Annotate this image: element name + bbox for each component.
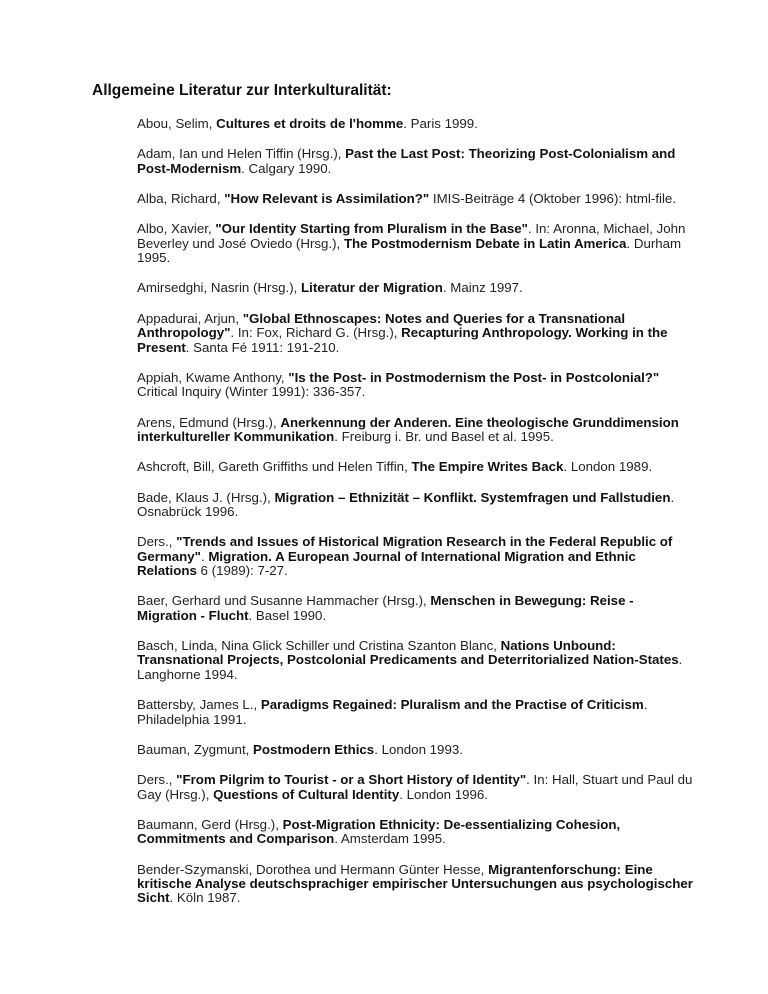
entry-text: Bade, Klaus J. (Hrsg.), — [137, 489, 275, 505]
entry-title: Nations Unbound: Transnational Projects, Postcolonial Predicaments and Deterritorialized Nation-States — [137, 638, 679, 668]
entry-text: . London 1993. — [374, 741, 463, 757]
entry-text: . Osnabrück 1996. — [137, 489, 675, 519]
entry-text: Bauman, Zygmunt, — [137, 741, 254, 757]
entry-text: . — [200, 548, 209, 564]
entry-text: . Durham 1995. — [137, 235, 682, 266]
entry-title: "Trends and Issues of Historical Migration Research in the Federal Republic of Germany" — [137, 534, 673, 564]
entry-title: The Empire Writes Back — [411, 459, 564, 475]
bibliography-entry — [137, 863, 697, 906]
entry-text: Ders., — [137, 772, 177, 788]
bibliography-entry — [137, 698, 697, 727]
entry-text: Abou, Selim, — [137, 116, 217, 131]
entry-text: Basch, Linda, Nina Glick Schiller und Cristina Szanton Blanc, — [137, 638, 501, 654]
bibliography-entry — [137, 491, 697, 520]
bibliography-entry — [137, 117, 697, 131]
entry-title: Questions of Cultural Identity — [213, 786, 400, 802]
entry-text: . Basel 1990. — [248, 607, 327, 623]
entry-text: . In: Hall, Stuart und Paul du Gay (Hrsg.), — [137, 772, 693, 802]
bibliography-entry — [137, 312, 697, 355]
bibliography-list — [137, 117, 697, 922]
entry-text: . Santa Fé 1911: 191-210. — [185, 339, 340, 355]
entry-title: Migration. A European Journal of International Migration and Ethnic Relations — [137, 548, 636, 579]
entry-text: . In: Aronna, Michael, John Beverley und José Oviedo (Hrsg.), — [137, 221, 686, 251]
entry-text: . London 1996. — [399, 786, 488, 802]
bibliography-entry — [137, 535, 697, 578]
entry-title: Literatur der Migration — [301, 280, 443, 296]
bibliography-entry — [137, 222, 697, 265]
bibliography-entry — [137, 743, 697, 757]
entry-text: Amirsedghi, Nasrin (Hrsg.), — [137, 280, 302, 296]
entry-title: Menschen in Bewegung: Reise - Migration - Flucht — [137, 593, 634, 623]
entry-text: . Köln 1987. — [169, 890, 241, 906]
entry-text: 6 (1989): 7-27. — [196, 563, 288, 579]
entry-text: Appiah, Kwame Anthony, — [137, 369, 289, 385]
bibliography-entry — [137, 416, 697, 445]
entry-text: Critical Inquiry (Winter 1991): 336-357. — [137, 384, 366, 400]
entry-text: Bender-Szymanski, Dorothea und Hermann Günter Hesse, — [137, 861, 489, 877]
entry-text: IMIS-Beiträge 4 (Oktober 1996): html-file. — [429, 191, 677, 206]
entry-text: Ders., — [137, 534, 177, 550]
entry-title: "Is the Post- in Postmodernism the Post- in Postcolonial?" — [288, 369, 660, 385]
section-heading: Allgemeine Literatur zur Interkulturalität: — [92, 82, 392, 99]
entry-title: Anerkennung der Anderen. Eine theologische Grunddimension interkultureller Kommunikation — [137, 414, 679, 444]
entry-title: Postmodern Ethics — [253, 741, 375, 757]
entry-text: Baumann, Gerd (Hrsg.), — [137, 816, 283, 832]
entry-title: "How Relevant is Assimilation?" — [224, 191, 430, 206]
entry-text: . Philadelphia 1991. — [137, 697, 648, 727]
entry-title: Migrantenforschung: Eine kritische Analyse deutschsprachiger empirischer Untersuchungen aus psychologischer Sicht — [137, 861, 693, 906]
bibliography-entry — [137, 818, 697, 847]
entry-text: Appadurai, Arjun, — [137, 310, 243, 326]
entry-text: . Langhorne 1994. — [137, 652, 683, 682]
entry-title: The Postmodernism Debate in Latin America — [343, 235, 627, 251]
entry-text: . Freiburg i. Br. und Basel et al. 1995. — [334, 428, 554, 444]
entry-title: Recapturing Anthropology. Working in the Present — [137, 325, 668, 355]
bibliography-entry — [137, 147, 697, 176]
entry-title: "Our Identity Starting from Pluralism in the Base" — [215, 221, 528, 237]
bibliography-entry — [137, 594, 697, 623]
bibliography-entry — [137, 192, 697, 206]
entry-title: Post-Migration Ethnicity: De-essentializing Cohesion, Commitments and Comparison — [137, 816, 621, 847]
entry-text: . Mainz 1997. — [442, 280, 523, 296]
entry-title: Paradigms Regained: Pluralism and the Practise of Criticism — [260, 697, 644, 713]
entry-title: Migration – Ethnizität – Konflikt. Systemfragen und Fallstudien — [274, 489, 671, 505]
bibliography-entry — [137, 773, 697, 802]
entry-text: Alba, Richard, — [137, 191, 225, 206]
bibliography-entry — [137, 281, 697, 295]
entry-text: . Paris 1999. — [403, 116, 478, 131]
entry-title: "Global Ethnoscapes: Notes and Queries for a Transnational Anthropology" — [137, 310, 626, 341]
entry-title: Past the Last Post: Theorizing Post-Colonialism and Post-Modernism — [137, 146, 676, 176]
entry-title: Cultures et droits de l'homme — [216, 116, 404, 131]
entry-text: . In: Fox, Richard G. (Hrsg.), — [230, 325, 402, 341]
bibliography-entry — [137, 371, 697, 400]
entry-text: Battersby, James L., — [137, 697, 261, 713]
entry-text: Albo, Xavier, — [137, 221, 216, 237]
entry-text: Adam, Ian und Helen Tiffin (Hrsg.), — [137, 146, 346, 162]
bibliography-entry — [137, 460, 697, 474]
entry-text: Ashcroft, Bill, Gareth Griffiths und Helen Tiffin, — [137, 459, 412, 475]
entry-text: . Amsterdam 1995. — [334, 831, 446, 847]
entry-text: Arens, Edmund (Hrsg.), — [137, 414, 281, 430]
entry-text: . London 1989. — [563, 459, 653, 475]
entry-text: . Calgary 1990. — [241, 160, 332, 176]
entry-text: Baer, Gerhard und Susanne Hammacher (Hrsg.), — [137, 593, 431, 609]
entry-title: "From Pilgrim to Tourist - or a Short History of Identity" — [176, 772, 527, 788]
bibliography-entry — [137, 639, 697, 682]
